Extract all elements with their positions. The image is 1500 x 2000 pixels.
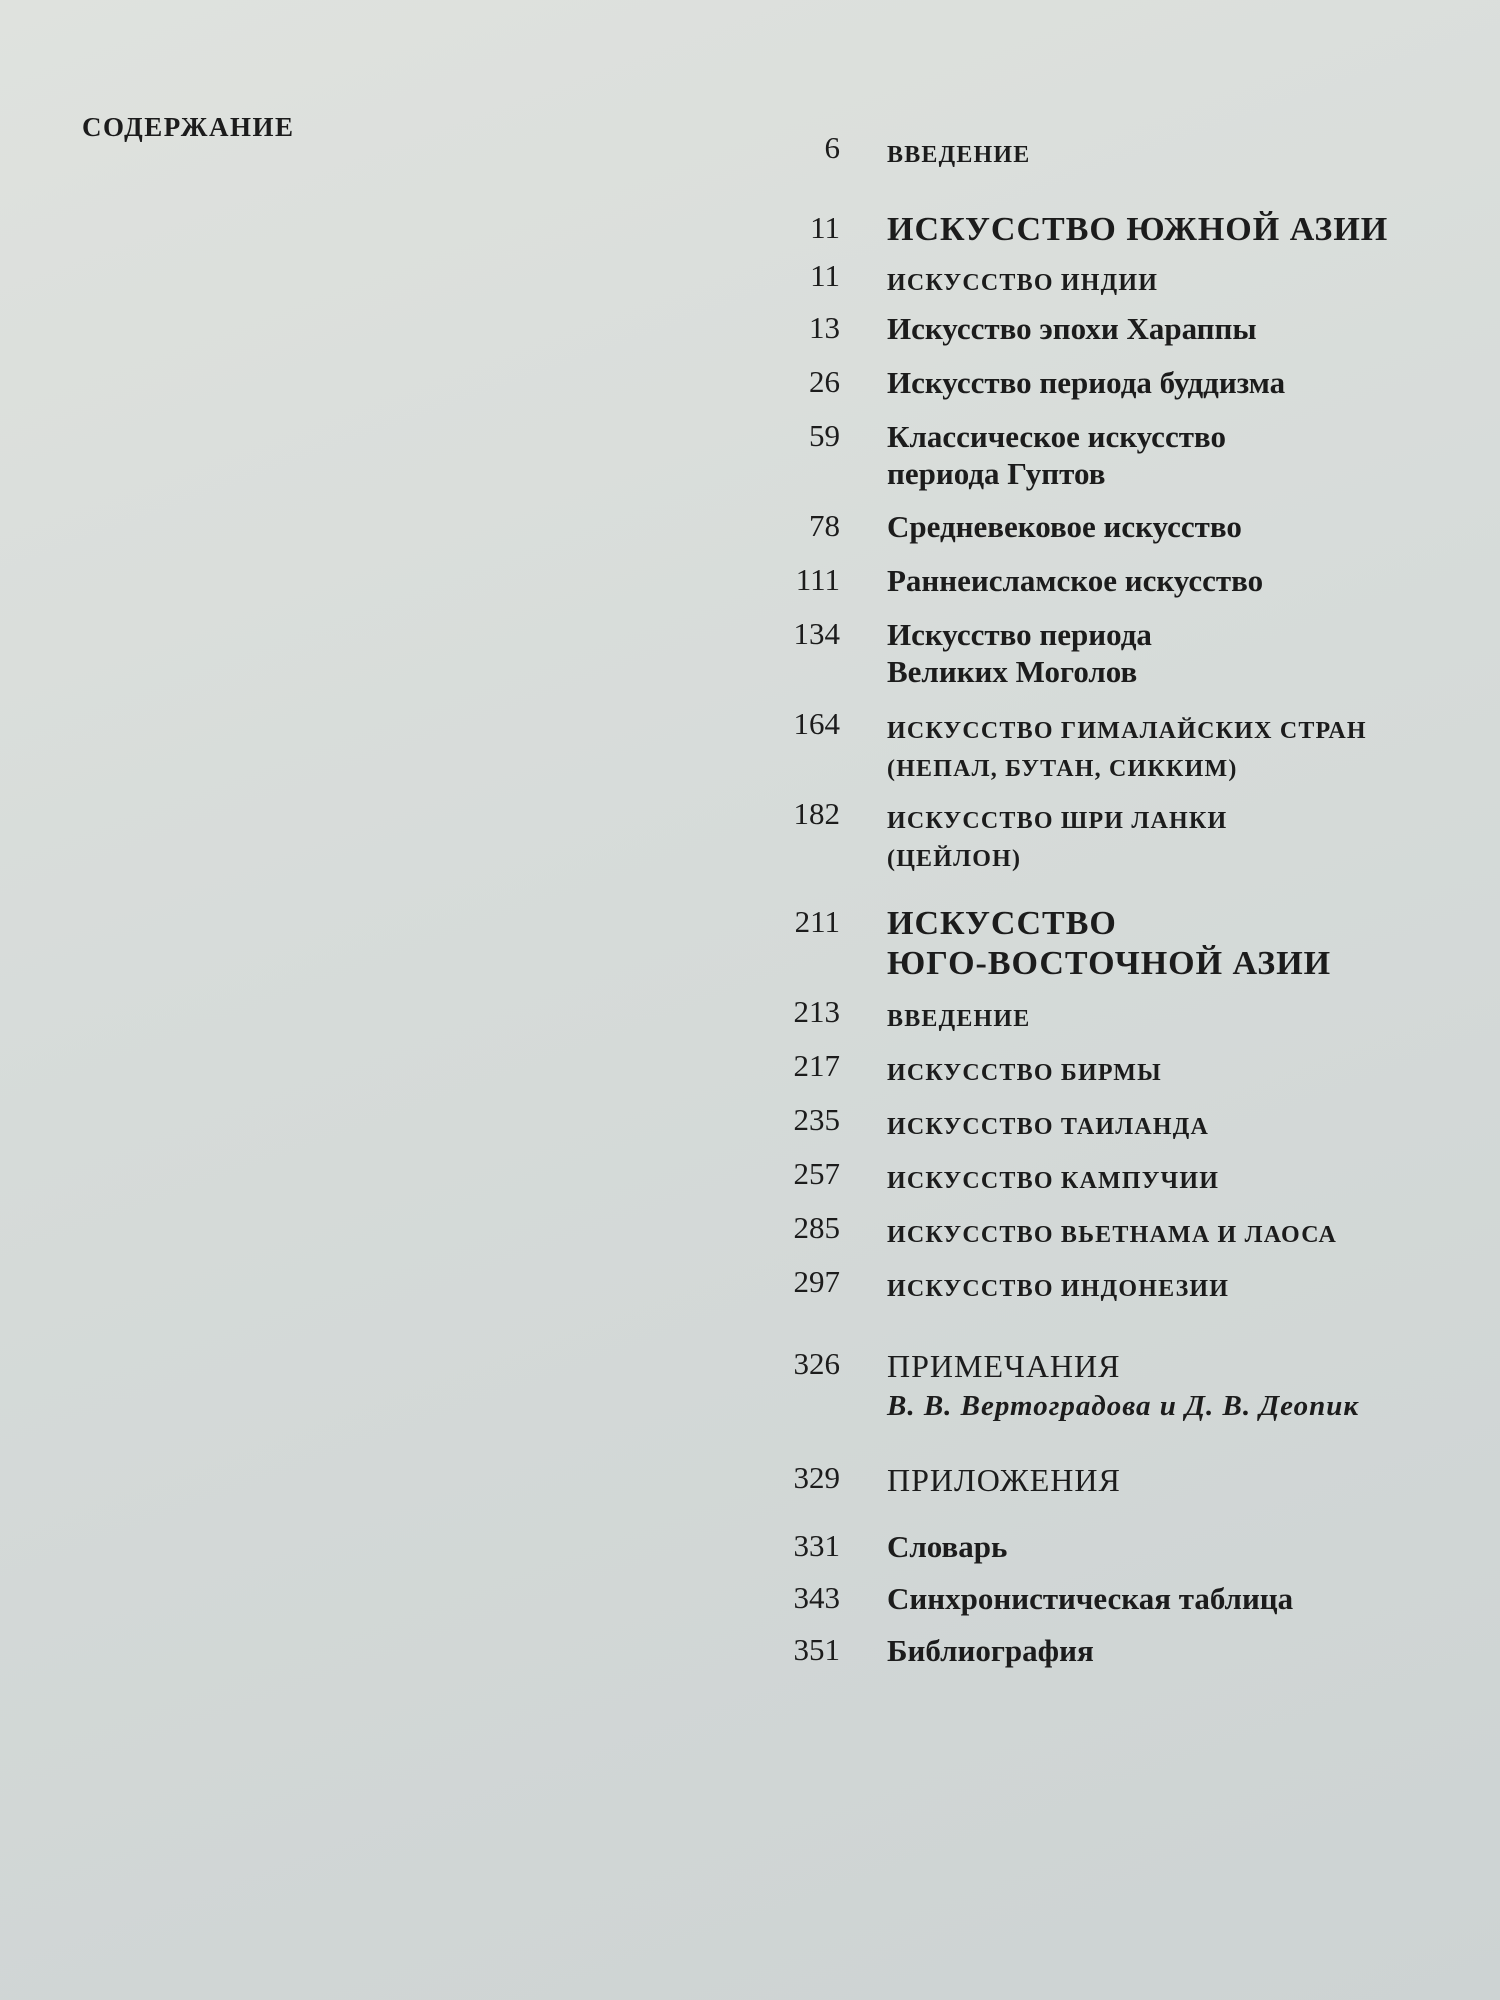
- entry-title-line: ИСКУССТВО ГИМАЛАЙСКИХ СТРАН: [887, 718, 1367, 744]
- entry-title: [887, 1048, 1162, 1092]
- page-number: 343: [793, 1580, 840, 1615]
- entry-title-line: Средневековое искусство: [887, 509, 1242, 544]
- entry-title: [887, 796, 1227, 878]
- entry-title-line: ИСКУССТВО: [887, 905, 1117, 942]
- entry-title: [887, 562, 1263, 599]
- entry-title: [887, 994, 1031, 1038]
- entry-title: [887, 258, 1158, 302]
- page-number: 213: [793, 994, 840, 1029]
- entry-title: [887, 1632, 1094, 1669]
- page-number: 134: [793, 616, 840, 651]
- entry-title-line: Искусство периода: [887, 617, 1152, 652]
- entry-title-line: Раннеисламское искусство: [887, 563, 1264, 598]
- entry-title-line: ИСКУССТВО КАМПУЧИИ: [887, 1168, 1220, 1194]
- page-number: 6: [824, 130, 840, 165]
- entry-title: [887, 1156, 1219, 1200]
- page-number: 59: [809, 418, 840, 453]
- page-number: 182: [793, 796, 840, 831]
- entry-title-line: ИСКУССТВО ЮЖНОЙ АЗИИ: [887, 211, 1389, 248]
- entry-title: [887, 904, 1331, 984]
- entry-title: [887, 1460, 1121, 1500]
- entry-title-line: ВВЕДЕНИЕ: [887, 142, 1031, 168]
- entry-title-line: Искусство периода буддизма: [887, 365, 1286, 400]
- entry-title-line: ПРИЛОЖЕНИЯ: [887, 1462, 1121, 1498]
- entry-title-line: ИСКУССТВО ТАИЛАНДА: [887, 1114, 1210, 1140]
- entry-title: [887, 210, 1388, 250]
- page-number: 351: [793, 1632, 840, 1667]
- page-number: 211: [794, 904, 840, 939]
- entry-title-line: Библиография: [887, 1633, 1094, 1668]
- entry-title: [887, 1210, 1337, 1254]
- page-number: 329: [793, 1460, 840, 1495]
- page-number: 11: [810, 210, 840, 245]
- entry-title-line: ИСКУССТВО ШРИ ЛАНКИ: [887, 808, 1228, 834]
- page-number: 331: [793, 1528, 840, 1563]
- entry-title: [887, 706, 1367, 788]
- entry-title: [887, 616, 1152, 690]
- entry-title-line: Синхронистическая таблица: [887, 1581, 1294, 1616]
- page-number: 285: [793, 1210, 840, 1245]
- page-number: 297: [793, 1264, 840, 1299]
- entry-title: [887, 1346, 1359, 1426]
- entry-title: [887, 1528, 1007, 1565]
- entry-title: [887, 130, 1031, 174]
- page-number: 13: [809, 310, 840, 345]
- entry-title-line: Искусство эпохи Хараппы: [887, 311, 1257, 346]
- page-number: 111: [795, 562, 840, 597]
- page-number: 78: [809, 508, 840, 543]
- entry-title: [887, 310, 1257, 347]
- page-number: 235: [793, 1102, 840, 1137]
- entry-title-line: ИСКУССТВО ИНДОНЕЗИИ: [887, 1276, 1230, 1302]
- entry-title-line: ПРИМЕЧАНИЯ: [887, 1348, 1121, 1384]
- entry-title-line: ИСКУССТВО ВЬЕТНАМА И ЛАОСА: [887, 1222, 1338, 1248]
- page-number: 26: [809, 364, 840, 399]
- entry-title-line: (НЕПАЛ, БУТАН, СИККИМ): [887, 756, 1238, 782]
- entry-title-line: ВВЕДЕНИЕ: [887, 1006, 1031, 1032]
- entry-title-line: периода Гуптов: [887, 456, 1106, 491]
- contents-heading: СОДЕРЖАНИЕ: [82, 112, 295, 142]
- page-number: 326: [793, 1346, 840, 1381]
- entry-title: [887, 1102, 1209, 1146]
- entry-title-line: (ЦЕЙЛОН): [887, 846, 1022, 872]
- entry-title: [887, 1264, 1229, 1308]
- entry-title: [887, 418, 1226, 492]
- page-number: 11: [810, 258, 840, 293]
- entry-title-line: Словарь: [887, 1529, 1008, 1564]
- page-number: 257: [793, 1156, 840, 1191]
- entry-title-line: ИСКУССТВО ИНДИИ: [887, 270, 1159, 296]
- page-number: 217: [793, 1048, 840, 1083]
- entry-author: В. В. Вертоградова и Д. В. Деопик: [887, 1390, 1360, 1422]
- page-number: 164: [793, 706, 840, 741]
- entry-title: [887, 1580, 1293, 1617]
- entry-title-line: Великих Моголов: [887, 654, 1138, 689]
- entry-title-line: ЮГО-ВОСТОЧНОЙ АЗИИ: [887, 945, 1332, 982]
- entry-title-line: ИСКУССТВО БИРМЫ: [887, 1060, 1162, 1086]
- entry-title: [887, 508, 1242, 545]
- entry-title: [887, 364, 1285, 401]
- entry-title-line: Классическое искусство: [887, 419, 1226, 454]
